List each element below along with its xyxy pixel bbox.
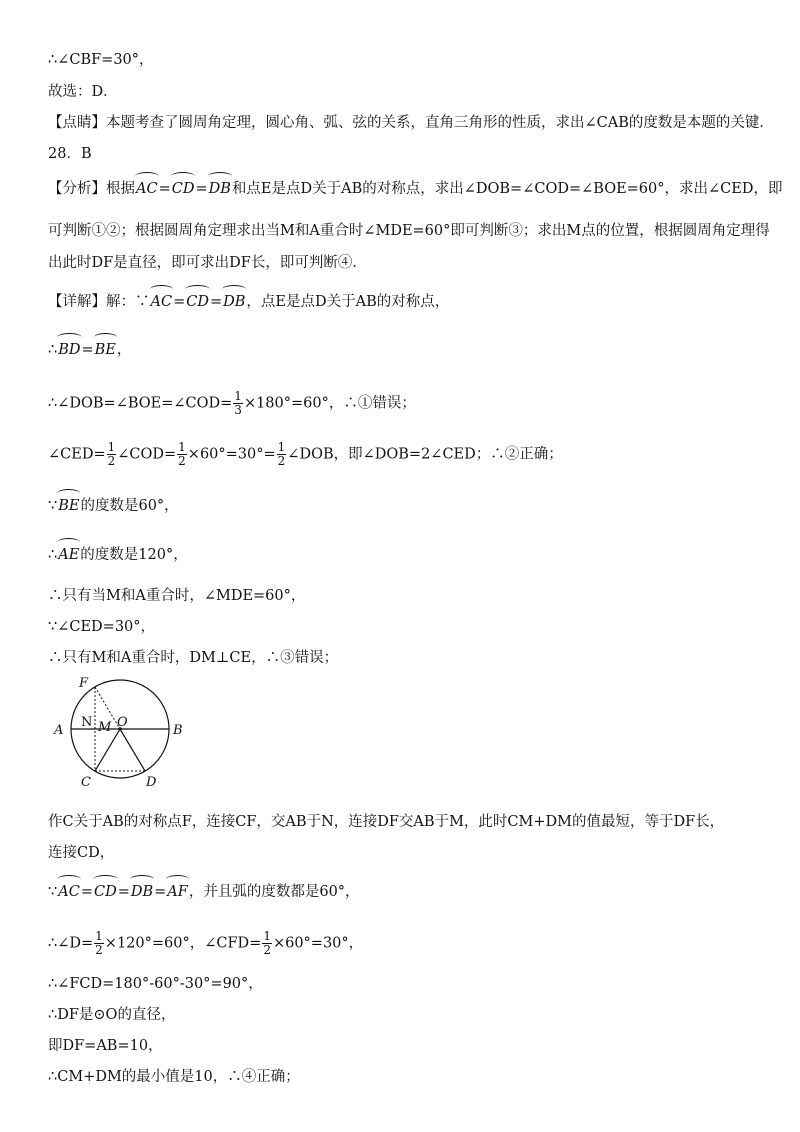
fraction-1-2 [262,930,272,957]
arc-cd: CD [186,294,209,310]
line-analysis-1 [48,179,782,199]
denominator: 2 [263,943,271,957]
text: 【详解】解：∵ [48,294,150,310]
fraction-1-3 [233,390,243,417]
numerator: 1 [107,440,116,454]
arc-ac: AC [58,884,80,900]
arc-db: DB [130,884,154,900]
numerator: 1 [95,929,103,943]
denominator: 2 [178,454,186,468]
arc-cd: CD [93,884,117,900]
line-detail-15: ∴DF是⊙O的直径， [48,1007,176,1023]
line-analysis-2: 可判断①②；根据圆周角定理求出当M和A重合时∠MDE=60°即可判断③；求出M点的位置，根据圆周角定理得 [48,223,770,239]
line-comment: 【点睛】本题考查了圆周角定理，圆心角、弧、弦的关系，直角三角形的性质，求出∠CAB的度数是本题的关键． [48,115,774,131]
label-f: F [79,676,89,691]
question-number: 28．B [48,146,92,162]
denominator: 2 [95,943,103,957]
numerator: 1 [178,440,186,454]
line-cbf: ∴∠CBF=30°， [48,52,154,68]
fraction-1-2 [177,441,187,468]
line-detail-4 [48,441,563,468]
line-answer: 故选：D． [48,84,118,100]
eq: = [209,294,223,310]
eq: = [81,342,94,358]
text: ∴∠D= [48,935,94,952]
text: ，并且弧的度数都是60°， [188,884,360,900]
numerator: 1 [277,440,286,454]
segment-oc [95,729,120,771]
circle-figure [50,670,190,790]
text: ∴∠DOB=∠BOE=∠COD= [48,395,233,412]
line-detail-8: ∵∠CED=30°， [48,619,156,635]
arc-db: DB [223,294,246,310]
text: ∵ [48,884,58,900]
line-detail-7: ∴只有当M和A重合时，∠MDE=60°， [48,588,306,604]
text: ×180°=60°，∴①错误； [243,395,416,412]
label-n: N [81,715,93,730]
line-detail-13 [48,930,363,957]
label-c: C [81,775,91,790]
arc-bd: BD [58,342,81,358]
line-detail-1 [48,292,449,312]
arc-be: BE [94,342,116,358]
denominator: 2 [277,454,286,468]
arc-ae: AE [58,547,80,563]
line-analysis-3: 出此时DF是直径，即可求出DF长，即可判断④． [48,255,367,271]
line-detail-14: ∴∠FCD=180°-60°-30°=90°， [48,976,263,992]
eq: = [158,181,171,197]
eq: = [80,884,93,900]
line-detail-12 [48,882,360,902]
label-a: A [54,723,64,738]
text: ，点E是点D关于AB的对称点， [246,294,450,310]
line-detail-3 [48,390,416,417]
segment-od [120,729,145,771]
fraction-1-2 [277,441,287,468]
line-detail-10: 作C关于AB的对称点F，连接CF，交AB于N，连接DF交AB于M，此时CM+DM的值最短，等于DF长， [48,814,725,830]
line-detail-5 [48,496,179,516]
line-detail-2 [48,340,131,360]
text: ×60°=30°= [187,446,276,463]
text: 的度数是60°， [80,498,179,514]
fraction-1-2 [94,930,104,957]
line-detail-6 [48,545,188,565]
text: ∠DOB，即∠DOB=2∠CED；∴②正确； [287,446,563,463]
denominator: 2 [107,454,116,468]
eq: = [173,294,186,310]
text: ∵ [48,498,58,514]
fraction-1-2 [107,441,117,468]
line-detail-9: ∴只有M和A重合时，DM⊥CE，∴③错误； [48,650,339,666]
text: ∠COD= [117,446,177,463]
text: 的度数是120°， [80,547,188,563]
label-d: D [146,775,157,790]
line-detail-16: 即DF=AB=10， [48,1038,163,1054]
numerator: 1 [234,389,242,403]
arc-af: AF [167,884,188,900]
text: ×120°=60°，∠CFD= [104,935,262,952]
eq: = [117,884,130,900]
text: 【分析】根据 [48,181,135,197]
arc-ac: AC [136,181,158,197]
text: ∠CED= [48,446,106,463]
label-o: O [117,715,128,730]
line-detail-17: ∴CM+DM的最小值是10，∴④正确； [48,1069,300,1085]
text: ∴ [48,547,58,563]
eq: = [195,181,208,197]
arc-ac: AC [150,294,173,310]
denominator: 3 [234,403,242,417]
numerator: 1 [263,929,271,943]
arc-be: BE [58,498,80,514]
label-m: M [98,720,112,735]
text: ， [116,342,132,358]
text: ×60°=30°， [272,935,364,952]
label-b: B [173,723,183,738]
arc-cd: CD [171,181,195,197]
text: 和点E是点D关于AB的对称点，求出∠DOB=∠COD=∠BOE=60°，求出∠CED，即 [231,181,783,197]
text: ∴ [48,342,58,358]
line-detail-11: 连接CD， [48,845,115,861]
arc-db: DB [208,181,231,197]
eq: = [154,884,167,900]
